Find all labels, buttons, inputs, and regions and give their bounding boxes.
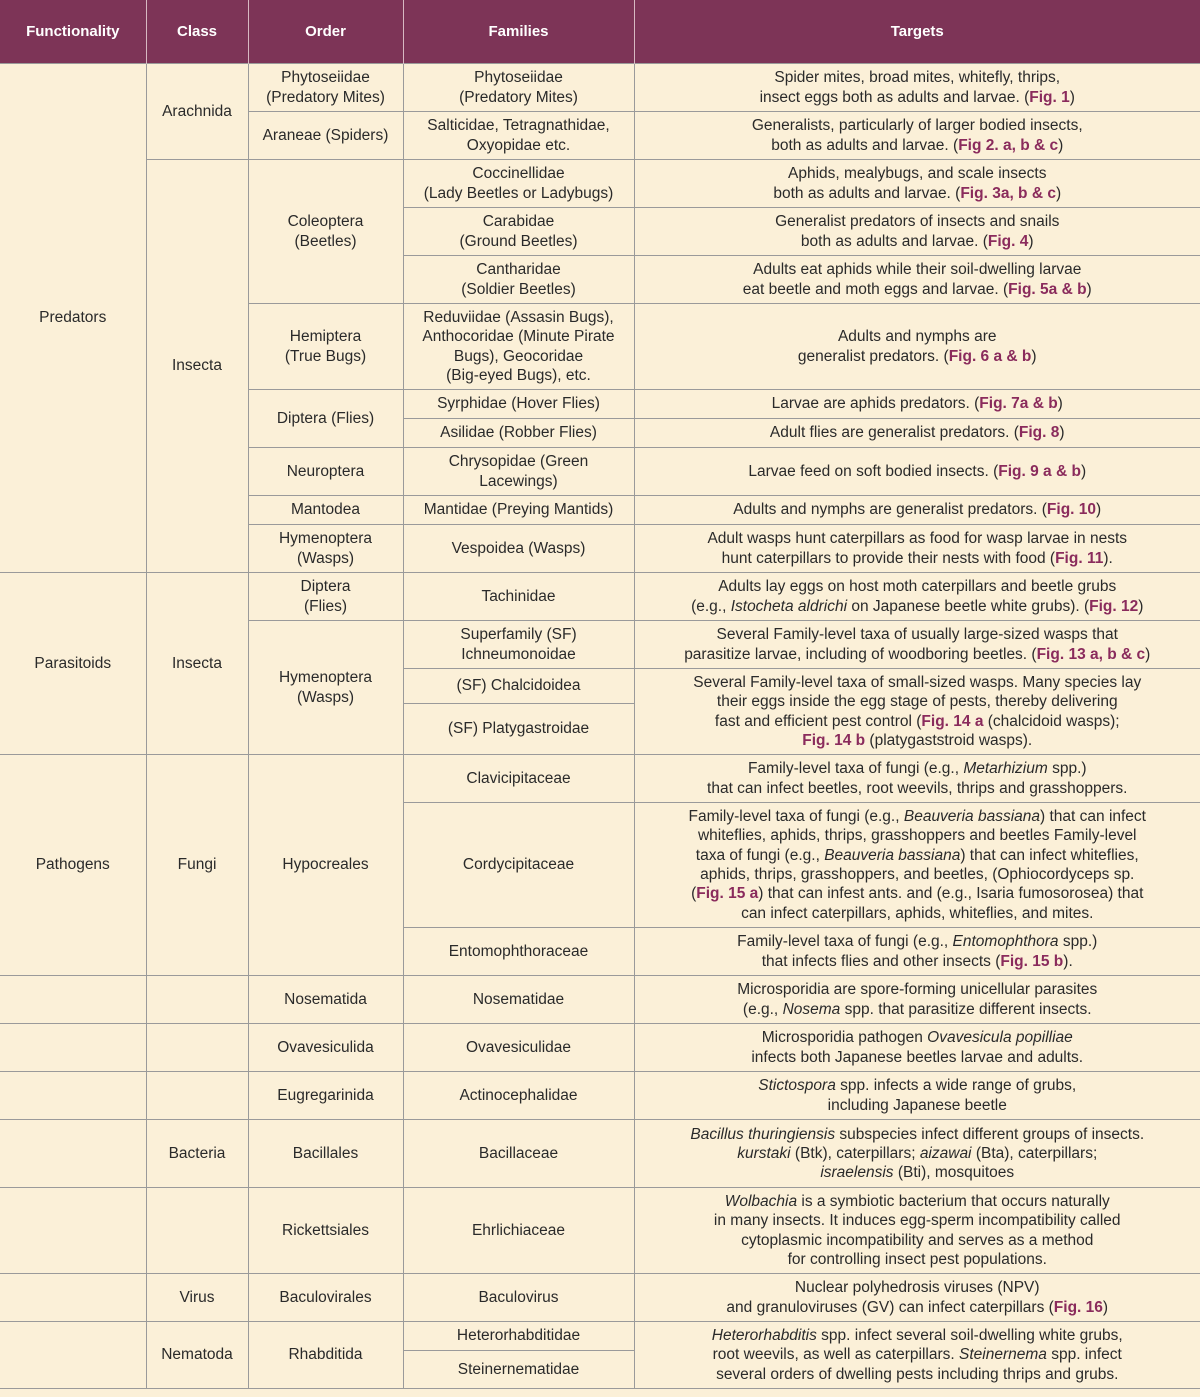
order-cell: Hypocreales — [248, 755, 403, 976]
table-row — [0, 64, 1200, 112]
targets-cell: Stictospora spp. infects a wide range of grubs, including Japanese beetle — [634, 1072, 1200, 1120]
header-targets: Targets — [634, 0, 1200, 64]
order-cell: Coleoptera (Beetles) — [248, 160, 403, 304]
header-order: Order — [248, 0, 403, 64]
family-cell: Steinernematidae — [403, 1351, 634, 1389]
family-cell: Clavicipitaceae — [403, 755, 634, 803]
family-cell: Reduviidae (Assasin Bugs), Anthocoridae (Minute Pirate Bugs), Geocoridae (Big-eyed Bugs), etc. — [403, 304, 634, 390]
targets-cell: Larvae feed on soft bodied insects. (Fig. 9 a & b) — [634, 448, 1200, 496]
family-cell: Coccinellidae (Lady Beetles or Ladybugs) — [403, 160, 634, 208]
table-row — [0, 1188, 1200, 1274]
functionality-cell — [0, 1274, 146, 1322]
targets-cell: Nuclear polyhedrosis viruses (NPV) and granuloviruses (GV) can infect caterpillars (Fig. 16) — [634, 1274, 1200, 1322]
figure-link[interactable]: Fig. 14 a — [921, 712, 984, 730]
functionality-cell — [0, 1188, 146, 1274]
class-cell: Insecta — [146, 160, 248, 573]
order-cell: Araneae (Spiders) — [248, 112, 403, 160]
order-cell: Rhabditida — [248, 1322, 403, 1389]
family-cell: Superfamily (SF) Ichneumonoidae — [403, 621, 634, 669]
table-row — [0, 976, 1200, 1024]
targets-cell: Several Family-level taxa of usually large-sized wasps that parasitize larvae, including of woodboring beetles. (Fig. 13 a, b & c) — [634, 621, 1200, 669]
order-cell: Hemiptera (True Bugs) — [248, 304, 403, 390]
class-cell: Insecta — [146, 573, 248, 755]
targets-cell: Generalists, particularly of larger bodied insects, both as adults and larvae. (Fig 2. a, b & c) — [634, 112, 1200, 160]
order-cell: Hymenoptera (Wasps) — [248, 525, 403, 573]
family-cell: Actinocephalidae — [403, 1072, 634, 1120]
order-cell: Ovavesiculida — [248, 1024, 403, 1072]
figure-link[interactable]: Fig. 3a, b & c — [960, 184, 1056, 202]
targets-cell: Family-level taxa of fungi (e.g., Beauveria bassiana) that can infect whiteflies, aphids, thrips, grasshoppers and beetles Family-level taxa of fungi (e.g., Beauveria bassiana) that can infect whiteflies, aphids, thrips, grasshoppers, and beetles, (Ophiocordyceps sp. (Fig. 15 a) that can infest ants. and (e.g., Isaria fumosorosea) that can infect caterpillars, aphids, whiteflies, and mites. — [634, 803, 1200, 928]
table-row — [0, 573, 1200, 621]
family-cell: Nosematidae — [403, 976, 634, 1024]
class-cell: Virus — [146, 1274, 248, 1322]
targets-cell: Aphids, mealybugs, and scale insects both as adults and larvae. (Fig. 3a, b & c) — [634, 160, 1200, 208]
figure-link[interactable]: Fig. 4 — [987, 232, 1029, 250]
header-row — [0, 0, 1200, 64]
figure-link[interactable]: Fig. 1 — [1029, 88, 1070, 106]
class-cell: Bacteria — [146, 1120, 248, 1188]
targets-cell: Larvae are aphids predators. (Fig. 7a & b) — [634, 390, 1200, 419]
targets-cell: Adults and nymphs are generalist predators. (Fig. 10) — [634, 496, 1200, 525]
figure-link[interactable]: Fig. 7a & b — [979, 395, 1058, 413]
table-row — [0, 755, 1200, 803]
functionality-cell: Pathogens — [0, 755, 146, 976]
family-cell: (SF) Chalcidoidea — [403, 669, 634, 704]
figure-link[interactable]: Fig. 13 a, b & c — [1036, 645, 1146, 663]
order-cell: Bacillales — [248, 1120, 403, 1188]
figure-link[interactable]: Fig. 9 a & b — [998, 462, 1081, 480]
targets-cell: Wolbachia is a symbiotic bacterium that occurs naturally in many insects. It induces egg-sperm incompatibility called cytoplasmic incompatibility and serves as a method for controlling insect pest populations. — [634, 1188, 1200, 1274]
figure-link[interactable]: Fig. 15 b — [1000, 952, 1064, 970]
family-cell: Vespoidea (Wasps) — [403, 525, 634, 573]
header-families: Families — [403, 0, 634, 64]
figure-link[interactable]: Fig. 14 b — [802, 731, 866, 749]
targets-cell: Adult flies are generalist predators. (Fig. 8) — [634, 419, 1200, 448]
family-cell: Asilidae (Robber Flies) — [403, 419, 634, 448]
targets-cell: Several Family-level taxa of small-sized wasps. Many species lay their eggs inside the egg stage of pests, thereby delivering fast and efficient pest control (Fig. 14 a (chalcidoid wasps); Fig. 14 b (platygaststroid wasps). — [634, 669, 1200, 755]
class-cell — [146, 1072, 248, 1120]
functionality-cell — [0, 1024, 146, 1072]
family-cell: Ovavesiculidae — [403, 1024, 634, 1072]
family-cell: Salticidae, Tetragnathidae, Oxyopidae etc. — [403, 112, 634, 160]
order-cell: Phytoseiidae (Predatory Mites) — [248, 64, 403, 112]
table-row — [0, 160, 1200, 208]
family-cell: Ehrlichiaceae — [403, 1188, 634, 1274]
functionality-cell — [0, 1322, 146, 1389]
family-cell: Bacillaceae — [403, 1120, 634, 1188]
targets-cell: Family-level taxa of fungi (e.g., Entomophthora spp.) that infects flies and other insects (Fig. 15 b). — [634, 928, 1200, 976]
family-cell: Cantharidae (Soldier Beetles) — [403, 256, 634, 304]
targets-cell: Spider mites, broad mites, whitefly, thrips, insect eggs both as adults and larvae. (Fig. 1) — [634, 64, 1200, 112]
figure-link[interactable]: Fig. 6 a & b — [948, 347, 1032, 365]
family-cell: Tachinidae — [403, 573, 634, 621]
figure-link[interactable]: Fig. 10 — [1046, 501, 1097, 519]
family-cell: Entomophthoraceae — [403, 928, 634, 976]
family-cell: Heterorhabditidae — [403, 1322, 634, 1351]
targets-cell: Adults lay eggs on host moth caterpillars and beetle grubs (e.g., Istocheta aldrichi on Japanese beetle white grubs). (Fig. 12) — [634, 573, 1200, 621]
family-cell: Baculovirus — [403, 1274, 634, 1322]
class-cell: Nematoda — [146, 1322, 248, 1389]
family-cell: Mantidae (Preying Mantids) — [403, 496, 634, 525]
family-cell: Chrysopidae (Green Lacewings) — [403, 448, 634, 496]
functionality-cell — [0, 1072, 146, 1120]
family-cell: Cordycipitaceae — [403, 803, 634, 928]
targets-cell: Bacillus thuringiensis subspecies infect different groups of insects. kurstaki (Btk), caterpillars; aizawai (Bta), caterpillars; israelensis (Bti), mosquitoes — [634, 1120, 1200, 1188]
targets-cell: Heterorhabditis spp. infect several soil-dwelling white grubs, root weevils, as well as caterpillars. Steinernema spp. infect several orders of dwelling pests including thrips and grubs. — [634, 1322, 1200, 1389]
header-class: Class — [146, 0, 248, 64]
family-cell: Phytoseiidae (Predatory Mites) — [403, 64, 634, 112]
targets-cell: Family-level taxa of fungi (e.g., Metarhizium spp.) that can infect beetles, root weevils, thrips and grasshoppers. — [634, 755, 1200, 803]
class-cell: Fungi — [146, 755, 248, 976]
figure-link[interactable]: Fig 2. a, b & c — [958, 136, 1059, 154]
order-cell: Neuroptera — [248, 448, 403, 496]
figure-link[interactable]: Fig. 5a & b — [1008, 280, 1087, 298]
order-cell: Hymenoptera (Wasps) — [248, 621, 403, 755]
family-cell: Carabidae (Ground Beetles) — [403, 208, 634, 256]
figure-link[interactable]: Fig. 16 — [1053, 1298, 1103, 1316]
table-row — [0, 1024, 1200, 1072]
order-cell: Baculovirales — [248, 1274, 403, 1322]
order-cell: Diptera (Flies) — [248, 573, 403, 621]
class-cell — [146, 1024, 248, 1072]
figure-link[interactable]: Fig. 12 — [1089, 597, 1139, 615]
targets-cell: Microsporidia pathogen Ovavesicula popilliae infects both Japanese beetles larvae and adults. — [634, 1024, 1200, 1072]
header-functionality: Functionality — [0, 0, 146, 64]
targets-cell: Adults and nymphs are generalist predators. (Fig. 6 a & b) — [634, 304, 1200, 390]
figure-link[interactable]: Fig. 8 — [1018, 424, 1060, 442]
table-row — [0, 1322, 1200, 1351]
targets-cell: Adults eat aphids while their soil-dwelling larvae eat beetle and moth eggs and larvae. (Fig. 5a & b) — [634, 256, 1200, 304]
figure-link[interactable]: Fig. 11 — [1055, 549, 1104, 567]
figure-link[interactable]: Fig. 15 a — [696, 885, 759, 903]
family-cell: Syrphidae (Hover Flies) — [403, 390, 634, 419]
family-cell: (SF) Platygastroidae — [403, 704, 634, 755]
order-cell: Eugregarinida — [248, 1072, 403, 1120]
order-cell: Rickettsiales — [248, 1188, 403, 1274]
functionality-cell — [0, 976, 146, 1024]
table-row — [0, 1274, 1200, 1322]
class-cell: Arachnida — [146, 64, 248, 160]
targets-cell: Microsporidia are spore-forming unicellular parasites (e.g., Nosema spp. that parasitize different insects. — [634, 976, 1200, 1024]
functionality-cell: Predators — [0, 64, 146, 573]
class-cell — [146, 1188, 248, 1274]
class-cell — [146, 976, 248, 1024]
table-row — [0, 1120, 1200, 1188]
targets-cell: Generalist predators of insects and snails both as adults and larvae. (Fig. 4) — [634, 208, 1200, 256]
order-cell: Mantodea — [248, 496, 403, 525]
functionality-cell: Parasitoids — [0, 573, 146, 755]
functionality-cell — [0, 1120, 146, 1188]
targets-cell: Adult wasps hunt caterpillars as food for wasp larvae in nests hunt caterpillars to provide their nests with food (Fig. 11). — [634, 525, 1200, 573]
order-cell: Diptera (Flies) — [248, 390, 403, 448]
table-row — [0, 1072, 1200, 1120]
order-cell: Nosematida — [248, 976, 403, 1024]
